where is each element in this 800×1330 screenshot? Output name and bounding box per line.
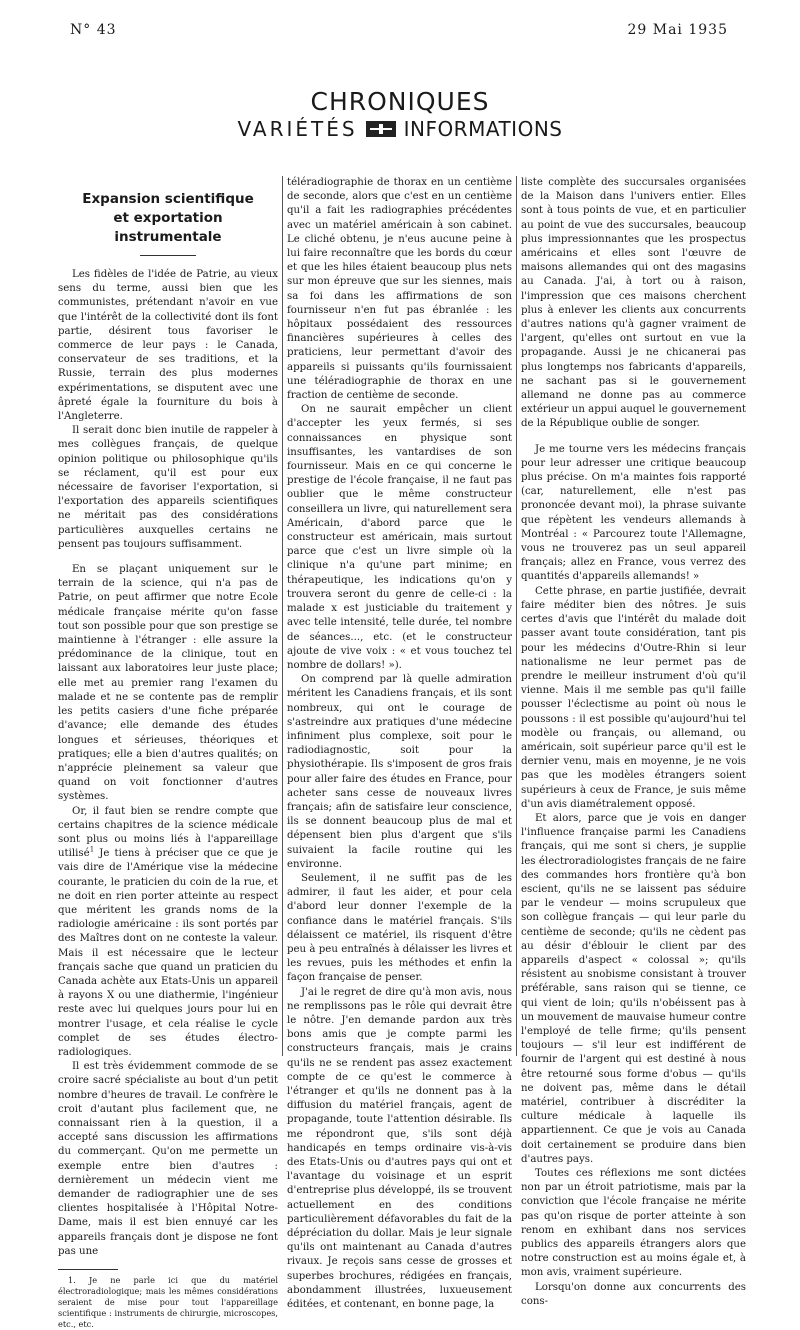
paragraph: liste complète des succursales organisées de la Maison dans l'univers entier. Elles sont à tous points de vue, et en particulier au point de vue des succursales, beaucoup plus impressionnantes que les prospectus américains et elles sont l'œuvre de maisons allemandes qui ont des magasins au Canada. J'ai, à tort ou à raison, l'impression que ces maisons cherchent plus à enlever les clients aux concurrents d'autres nations qu'à gagner vraiment de l'argent, qu'elles ont surtout en vue la propagande. Aussi je ne chicanerai pas plus longtemps nos fabricants d'appareils, ne sachant pas si le gouvernement allemand ne donne pas au commerce extérieur un appui auquel le gouvernement de la République oublie de songer. <box>521 177 746 430</box>
article-title-line: et exportation instrumentale <box>113 210 223 245</box>
paragraph: Lorsqu'on donne aux concurrents des cons- <box>521 1281 746 1307</box>
paragraph: Je me tourne vers les médecins français pour leur adresser une critique beaucoup plus précise. On m'a maintes fois rapporté (car, naturellement, elle n'est pas prononcée devant moi), la phrase suivante que répètent les vendeurs allemands à Montréal : « Parcourez toute l'Allemagne, vous ne trouverez pas un seul appareil français; allez en France, vous verrez des quantités d'appareils allemands! » <box>521 443 746 583</box>
paragraph: On comprend par là quelle admiration méritent les Canadiens français, et ils sont nombreux, qui ont le courage de s'astreindre aux pratiques d'une médecine infiniment plus complexe, soit pour le radiodiagnostic, soit pour la physiothérapie. Ils s'imposent de gros frais pour aller faire des études en France, pour acheter sans cesse de nouveaux livres français; afin de satisfaire leur conscience, ils se donnent beaucoup plus de mal et dépensent bien plus d'argent que s'ils suivaient la facile routine qui les environne. <box>287 674 512 870</box>
paragraph: téléradiographie de thorax en un centième de seconde, alors que c'est en un centième qu'il a fait les radiographies précédentes avec un matériel américain à son cabinet. Le cliché obtenu, je n'eus aucune peine à lui faire reconnaître que les bords du cœur et que les hiles étaient beaucoup plus nets sur mon épreuve que sur les siennes, mais sa foi dans les affirmations de son fournisseur n'en fut pas ébranlée : les hôpitaux possédaient des ressources financières supérieures à celles des praticiens, leur permettant d'avoir des appareils si puissants qu'ils fournissaient une téléradiographie de thorax en une fraction de centième de seconde. <box>287 177 512 402</box>
column-3 <box>521 176 746 1309</box>
article-title-line: Expansion scientifique <box>82 191 254 207</box>
paragraph: Il est très évidemment commode de se croire sacré spécialiste au bout d'un petit nombre d'heures de travail. Le confrère le croit d'autant plus facilement que, ne connaissant rien à la question, il a accepté sans discussion les affirmations du commerçant. Qu'on me permette un exemple entre bien d'autres : dernièrement un médecin vient me demander de radiographier une de ses clientes hospitalisée à l'Hôpital Notre-Dame, mais il est bien ennuyé car les appareils français dont je dispose ne font pas une <box>58 1061 278 1257</box>
column-2 <box>287 176 512 1312</box>
paragraph-text: Or, il faut bien se rendre compte que certains chapitres de la science médicale sont plus ou moins liés à l'appareillage utilisé <box>58 805 278 860</box>
column-divider <box>516 176 517 1056</box>
paragraph: En se plaçant uniquement sur le terrain de la science, qui n'a pas de Patrie, on peut affirmer que notre Ecole médicale française mérite qu'on fasse tout son possible pour que son prestige se maintienne à l'étranger : elle assure la prédominance de la clinique, tout en laissant aux laboratoires leur juste place; elle met au premier rang l'examen du malade et ne se contente pas de remplir les petits casiers d'une fiche préparée d'avance; elle demande des études longues et sérieuses, théoriques et pratiques; elle a bien d'autres qualités; on n'apprécie pleinement sa valeur que quand on voit fonctionner d'autres systèmes. <box>58 564 278 803</box>
masthead-title-right: INFORMATIONS <box>403 117 563 141</box>
paragraph-text: Je tiens à préciser que ce que je vais dire de l'Amérique vise la médecine courante, le praticien du coin de la rue, et ne doit en rien porter atteinte au respect que méritent les grands noms de la radiologie américaine : ils sont portés par des Maîtres dont on ne conteste la valeur. Mais il est nécessaire que le lecteur français sache que quand un praticien du Canada achète aux Etats-Unis un appareil à rayons X ou une diathermie, l'ingénieur reste avec lui quelques jours pour lui en montrer l'usage, et cela réalise le cycle complet de ses études électro-radiologiques. <box>58 848 278 1058</box>
title-underline <box>140 255 196 256</box>
column-divider <box>282 176 283 1056</box>
decorative-ornament-icon <box>366 121 396 137</box>
masthead-title-bottom <box>0 117 800 141</box>
masthead-title-top: CHRONIQUES <box>310 87 490 116</box>
paragraph: J'ai le regret de dire qu'à mon avis, nous ne remplissons pas le rôle qui devrait être le nôtre. J'en demande pardon aux très bons amis que je compte parmi les constructeurs français, mais je crains qu'ils ne se rendent pas assez exactement compte de ce qu'est le commerce à l'étranger et qu'ils ne donnent pas à la diffusion du matériel français, agent de propagande, toute l'attention désirable. Ils me répondront que, s'ils sont déjà handicapés en temps ordinaire vis-à-vis des Etats-Unis ou d'autres pays qui ont et l'avantage du voisinage et un esprit d'entreprise plus développé, ils se trouvent actuellement en des conditions particulièrement défavorables du fait de la dépréciation du dollar. Mais je leur signale qu'ils ont maintenant au Canada d'autres rivaux. Je reçois sans cesse de grosses et superbes brochures, rédigées en français, abondamment illustrées, luxueusement éditées, et contenant, en bonne page, la <box>287 986 512 1311</box>
masthead-title-left: VARIÉTÉS <box>237 117 358 141</box>
paragraph: Il serait donc bien inutile de rappeler à mes collègues français, de quelque opinion politique ou philosophique qu'ils se réclament, qu'il est pour eux nécessaire de favoriser l'exportation, si l'exportation des appareils scientifiques ne méritait pas des considérations particulières auxquelles certains ne pensent pas toujours suffisamment. <box>58 425 278 550</box>
issue-number: N° 43 <box>70 22 117 38</box>
paragraph: Seulement, il ne suffit pas de les admirer, il faut les aider, et pour cela d'abord leur donner l'exemple de la confiance dans le matériel français. S'ils délaissent ce matériel, ils risquent d'être peu à peu entraînés à délaisser les livres et les revues, puis les méthodes et enfin la façon française de penser. <box>287 872 512 984</box>
column-1 <box>58 176 278 1330</box>
issue-date: 29 Mai 1935 <box>627 22 728 38</box>
paragraph: On ne saurait empêcher un client d'accepter les yeux fermés, si ses connaissances en physique sont insuffisantes, les vantardises de son fournisseur. Mais en ce qui concerne le prestige de l'école française, il ne faut pas oublier que le même constructeur conseillera un livre, qui naturellement sera Américain, d'abord parce que le constructeur est américain, mais surtout parce que c'est un livre simple où la clinique n'a qu'une part minime; en thérapeutique, les indications qu'on y trouvera seront du genre de celle-ci : la malade x est justiciable du traitement y avec telle intensité, telle durée, tel nombre de séances..., etc. (et le constructeur ajoute de vive voix : « et vous touchez tel nombre de dollars! »). <box>287 404 512 671</box>
paragraph <box>58 805 278 1061</box>
paragraph: Les fidèles de l'idée de Patrie, au vieux sens du terme, aussi bien que les communistes, prétendant n'avoir en vue que l'intérêt de la collectivité dont ils font partie, désirent tous favoriser le commerce de leur pays : le Canada, conservateur de ses traditions, et la Russie, terrain des plus modernes expérimentations, se disputent avec une âpreté égale la fourniture du bois à l'Angleterre. <box>58 269 278 423</box>
paragraph: Et alors, parce que je vois en danger l'influence française parmi les Canadiens français, qui me sont si chers, je supplie les électroradiologistes français de ne faire des commandes hors frontière qu'à bon escient, qu'ils ne se laissent pas séduire par le vendeur — moins scrupuleux que son collègue français — qui leur parle du centième de seconde; qu'ils ne cèdent pas au désir d'éblouir le client par des appareils d'aspect « colossal »; qu'ils résistent au snobisme consistant à trouver préférable, sans raison qui se tienne, ce qui vient de loin; qu'ils n'obéissent pas à un mouvement de mauvaise humeur contre l'employé de telle firme; qu'ils pensent toujours — s'il leur est indifférent de fournir de l'argent qui est destiné à nous être retourné sous forme d'obus — qu'ils ne doivent pas, même dans le détail matériel, contribuer à discréditer la culture médicale à laquelle ils appartiennent. Ce que je vois au Canada doit certainement se produire dans bien d'autres pays. <box>521 812 746 1165</box>
paragraph: Toutes ces réflexions me sont dictées non par un étroit patriotisme, mais par la conviction que l'école française ne mérite pas qu'on risque de porter atteinte à son renom en exhibant dans nos services publics des appareils étrangers alors que notre construction est au moins égale et, à mon avis, vraiment supérieure. <box>521 1168 746 1279</box>
paragraph: Cette phrase, en partie justifiée, devrait faire méditer bien des nôtres. Je suis certes d'avis que l'intérêt du malade doit passer avant toute considération, tant pis pour les médecins d'Outre-Rhin si leur nationalisme ne leur permet pas de prendre le meilleur instrument d'où qu'il vienne. Mais il me semble pas qu'il faille pousser l'éclectisme au point où nous le poussons : il est possible qu'aujourd'hui tel modèle ou français, ou allemand, ou américain, soit supérieur parce qu'il est le dernier venu, mais en moyenne, je ne vois pas que les modèles étrangers soient supérieurs à ceux de France, je suis même d'un avis diamétralement opposé. <box>521 585 746 810</box>
article-title <box>58 190 278 247</box>
footnote-marker: 1 <box>89 845 95 854</box>
footnote-divider <box>58 1269 118 1270</box>
footnote: 1. Je ne parle ici que du matériel électroradiologique; mais les mêmes considérations seraient de mise pour tout l'appareillage scientifique : instruments de chirurgie, microscopes, etc., etc. <box>58 1275 278 1330</box>
masthead <box>0 88 800 141</box>
